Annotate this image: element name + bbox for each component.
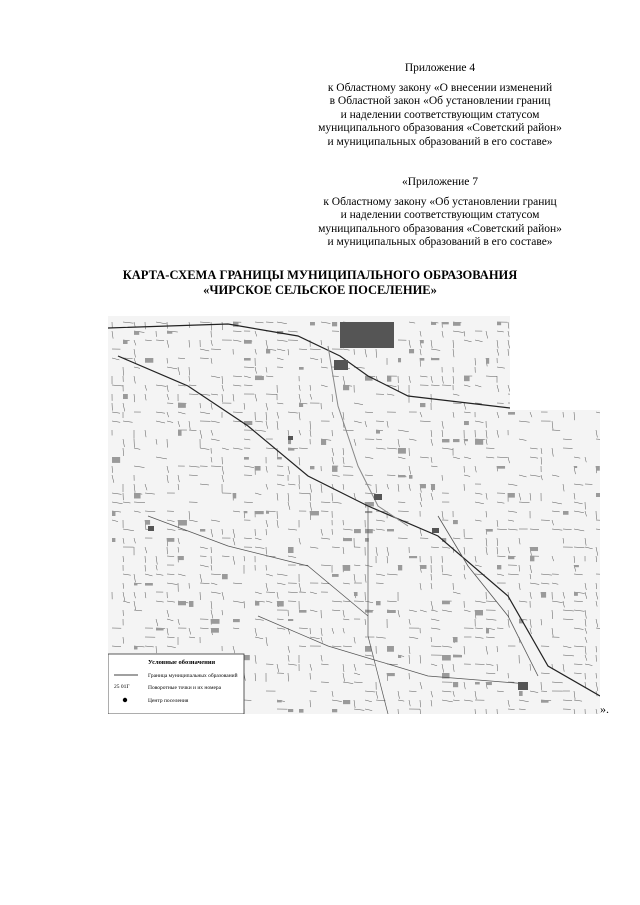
appendix-4-line: в Областной закон «Об установлении границ [329,95,551,107]
map-forest-patch [211,619,220,624]
map-forest-patch [508,556,514,559]
map-forest-patch [255,466,261,471]
map-forest-patch [387,529,394,531]
map-forest-patch [376,430,380,434]
map-forest-patch [365,529,373,533]
map-forest-patch [420,340,424,343]
map-forest-patch [387,610,396,613]
map-forest-patch [145,583,153,586]
map-forest-patch [156,628,164,630]
map-forest-patch [409,475,412,479]
map-forest-patch [310,466,314,469]
map-forest-patch [398,475,406,477]
map-forest-patch [255,511,264,514]
map-forest-patch [145,358,153,363]
map-forest-patch [409,556,417,558]
map-forest-patch [486,682,492,685]
appendix-4-title: Приложение 4 [404,62,476,74]
appendix-4-block [290,62,590,149]
map-forest-patch [277,457,282,459]
map-forest-patch [398,448,406,454]
map-scheme [108,316,600,714]
map-forest-patch [453,682,458,687]
map-forest-patch [112,511,115,516]
map-forest-patch [442,601,450,604]
map-forest-patch [277,601,284,607]
legend-point-label: Поворотные точки и их номера [148,685,222,691]
map-forest-patch [409,349,414,353]
map-forest-patch [354,592,358,596]
map-forest-patch [563,511,569,515]
map-forest-patch [222,574,228,579]
map-forest-patch [299,403,303,407]
map-forest-patch [343,700,350,704]
map-forest-patch [332,574,339,577]
map-forest-patch [244,655,250,660]
map-cutout [510,316,600,410]
map-forest-patch [420,358,424,361]
map-forest-patch [178,556,184,560]
map-forest-patch [453,637,458,642]
appendix-7-title: «Приложение 7 [401,176,479,188]
appendix-7-line: и наделении соответствующим статусом [340,209,540,221]
map-forest-patch [123,340,128,344]
map-forest-patch [420,403,425,407]
map-forest-patch [431,484,435,490]
map-forest-patch [519,691,523,696]
map-forest-patch [420,484,426,488]
map-forest-patch [431,322,436,325]
map-forest-patch [299,709,303,713]
map-forest-patch [134,331,139,335]
map-forest-patch [167,538,174,542]
map-forest-patch [354,529,361,533]
map-settlement [334,360,348,370]
map-forest-patch [255,376,264,380]
legend-center-label: Центр поселения [148,698,189,704]
map-forest-patch [134,646,137,649]
map-forest-patch [464,376,470,381]
map-forest-patch [508,412,515,415]
map-forest-patch [398,655,401,658]
closing-quote: ». [600,702,609,716]
map-forest-patch [497,565,501,569]
map-legend [108,654,244,714]
map-settlement [148,526,154,531]
map-forest-patch [376,601,381,605]
appendix-4-line: муниципального образования «Советский район» [318,122,562,134]
map-forest-patch [299,610,306,613]
map-forest-patch [288,547,294,553]
map-forest-patch [112,457,120,463]
map-forest-patch [332,466,337,472]
map-forest-patch [497,466,505,469]
map-forest-patch [442,322,449,324]
map-forest-patch [233,493,236,498]
map-settlement [288,436,293,440]
appendix-7-block [290,176,590,250]
map-forest-patch [442,655,451,661]
map-forest-patch [255,601,259,606]
map-forest-patch [167,331,172,334]
map-settlement [374,494,382,500]
map-forest-patch [365,511,372,513]
map-settlement [432,528,439,533]
map-forest-patch [310,322,315,325]
map-forest-patch [244,358,251,361]
map-forest-patch [244,340,252,344]
map-forest-patch [464,439,468,441]
map-forest-patch [387,673,395,676]
legend-point-code: 25 01Г [114,684,130,690]
map-forest-patch [596,466,600,471]
appendix-7-line: к Областному закону «Об установлении границ [323,195,557,208]
map-forest-patch [178,430,182,436]
map-forest-patch [343,385,349,390]
map-forest-patch [442,439,449,442]
map-title [0,268,640,298]
map-forest-patch [211,628,219,633]
map-forest-patch [277,700,282,702]
map-forest-patch [464,421,469,425]
map-forest-patch [574,592,578,596]
map-forest-patch [453,322,461,326]
map-forest-patch [574,565,579,567]
map-forest-patch [200,529,205,532]
map-forest-patch [530,547,538,551]
map-forest-patch [387,376,391,382]
map-forest-patch [475,439,483,445]
map-forest-patch [244,511,247,513]
legend-center-marker [123,698,127,702]
map-forest-patch [123,394,128,399]
map-forest-patch [420,565,426,569]
map-forest-patch [453,655,462,657]
map-forest-patch [299,367,304,370]
map-forest-patch [288,709,293,712]
map-forest-patch [486,358,489,364]
map-forest-patch [244,457,249,460]
appendix-4-line: и наделении соответствующим статусом [340,108,540,121]
map-title-line: «ЧИРСКОЕ СЕЛЬСКОЕ ПОСЕЛЕНИЕ» [203,283,437,297]
map-forest-patch [475,610,483,615]
map-title-line: КАРТА-СХЕМА ГРАНИЦЫ МУНИЦИПАЛЬНОГО ОБРАЗОВАНИЯ [122,268,518,282]
map-forest-patch [431,358,439,360]
appendix-4-line: к Областному закону «О внесении изменений [327,81,553,94]
appendix-7-line: муниципального образования «Советский район» [318,222,562,235]
map-forest-patch [365,610,373,613]
map-forest-patch [475,682,480,684]
map-forest-patch [453,520,458,524]
map-forest-patch [288,619,293,621]
map-forest-patch [178,403,186,408]
map-forest-patch [332,709,337,712]
map-forest-patch [343,538,352,541]
map-forest-patch [497,322,501,325]
map-forest-patch [387,646,394,652]
legend-boundary-label: Граница муниципальных образований [148,673,238,679]
map-forest-patch [541,592,546,598]
map-forest-patch [321,439,326,445]
appendix-7-line: и муниципальных образований в его составе» [327,236,553,248]
map-forest-patch [134,493,141,498]
map-forest-patch [112,538,115,542]
legend-title: Условные обозначения [148,659,216,666]
map-forest-patch [310,511,319,515]
map-forest-patch [266,511,269,514]
map-forest-patch [398,565,402,570]
map-forest-patch [288,448,294,451]
map-forest-patch [596,493,600,497]
map-forest-patch [343,565,350,571]
map-forest-patch [178,601,186,605]
map-forest-patch [508,493,515,498]
map-forest-patch [332,322,337,326]
map-forest-patch [178,520,187,526]
map-forest-patch [486,529,493,532]
appendix-4-line: и муниципальных образований в его составе» [327,135,553,148]
map-forest-patch [145,520,150,525]
map-forest-patch [266,349,270,353]
map-forest-patch [398,358,401,362]
map-forest-patch [541,700,549,703]
map-forest-patch [453,439,459,442]
map-forest-patch [486,628,489,633]
map-forest-patch [134,583,137,585]
map-settlement [340,322,394,348]
map-settlement [518,682,528,690]
map-forest-patch [189,601,193,607]
map-forest-patch [233,619,240,622]
map-forest-patch [574,466,577,468]
map-forest-patch [530,556,534,561]
